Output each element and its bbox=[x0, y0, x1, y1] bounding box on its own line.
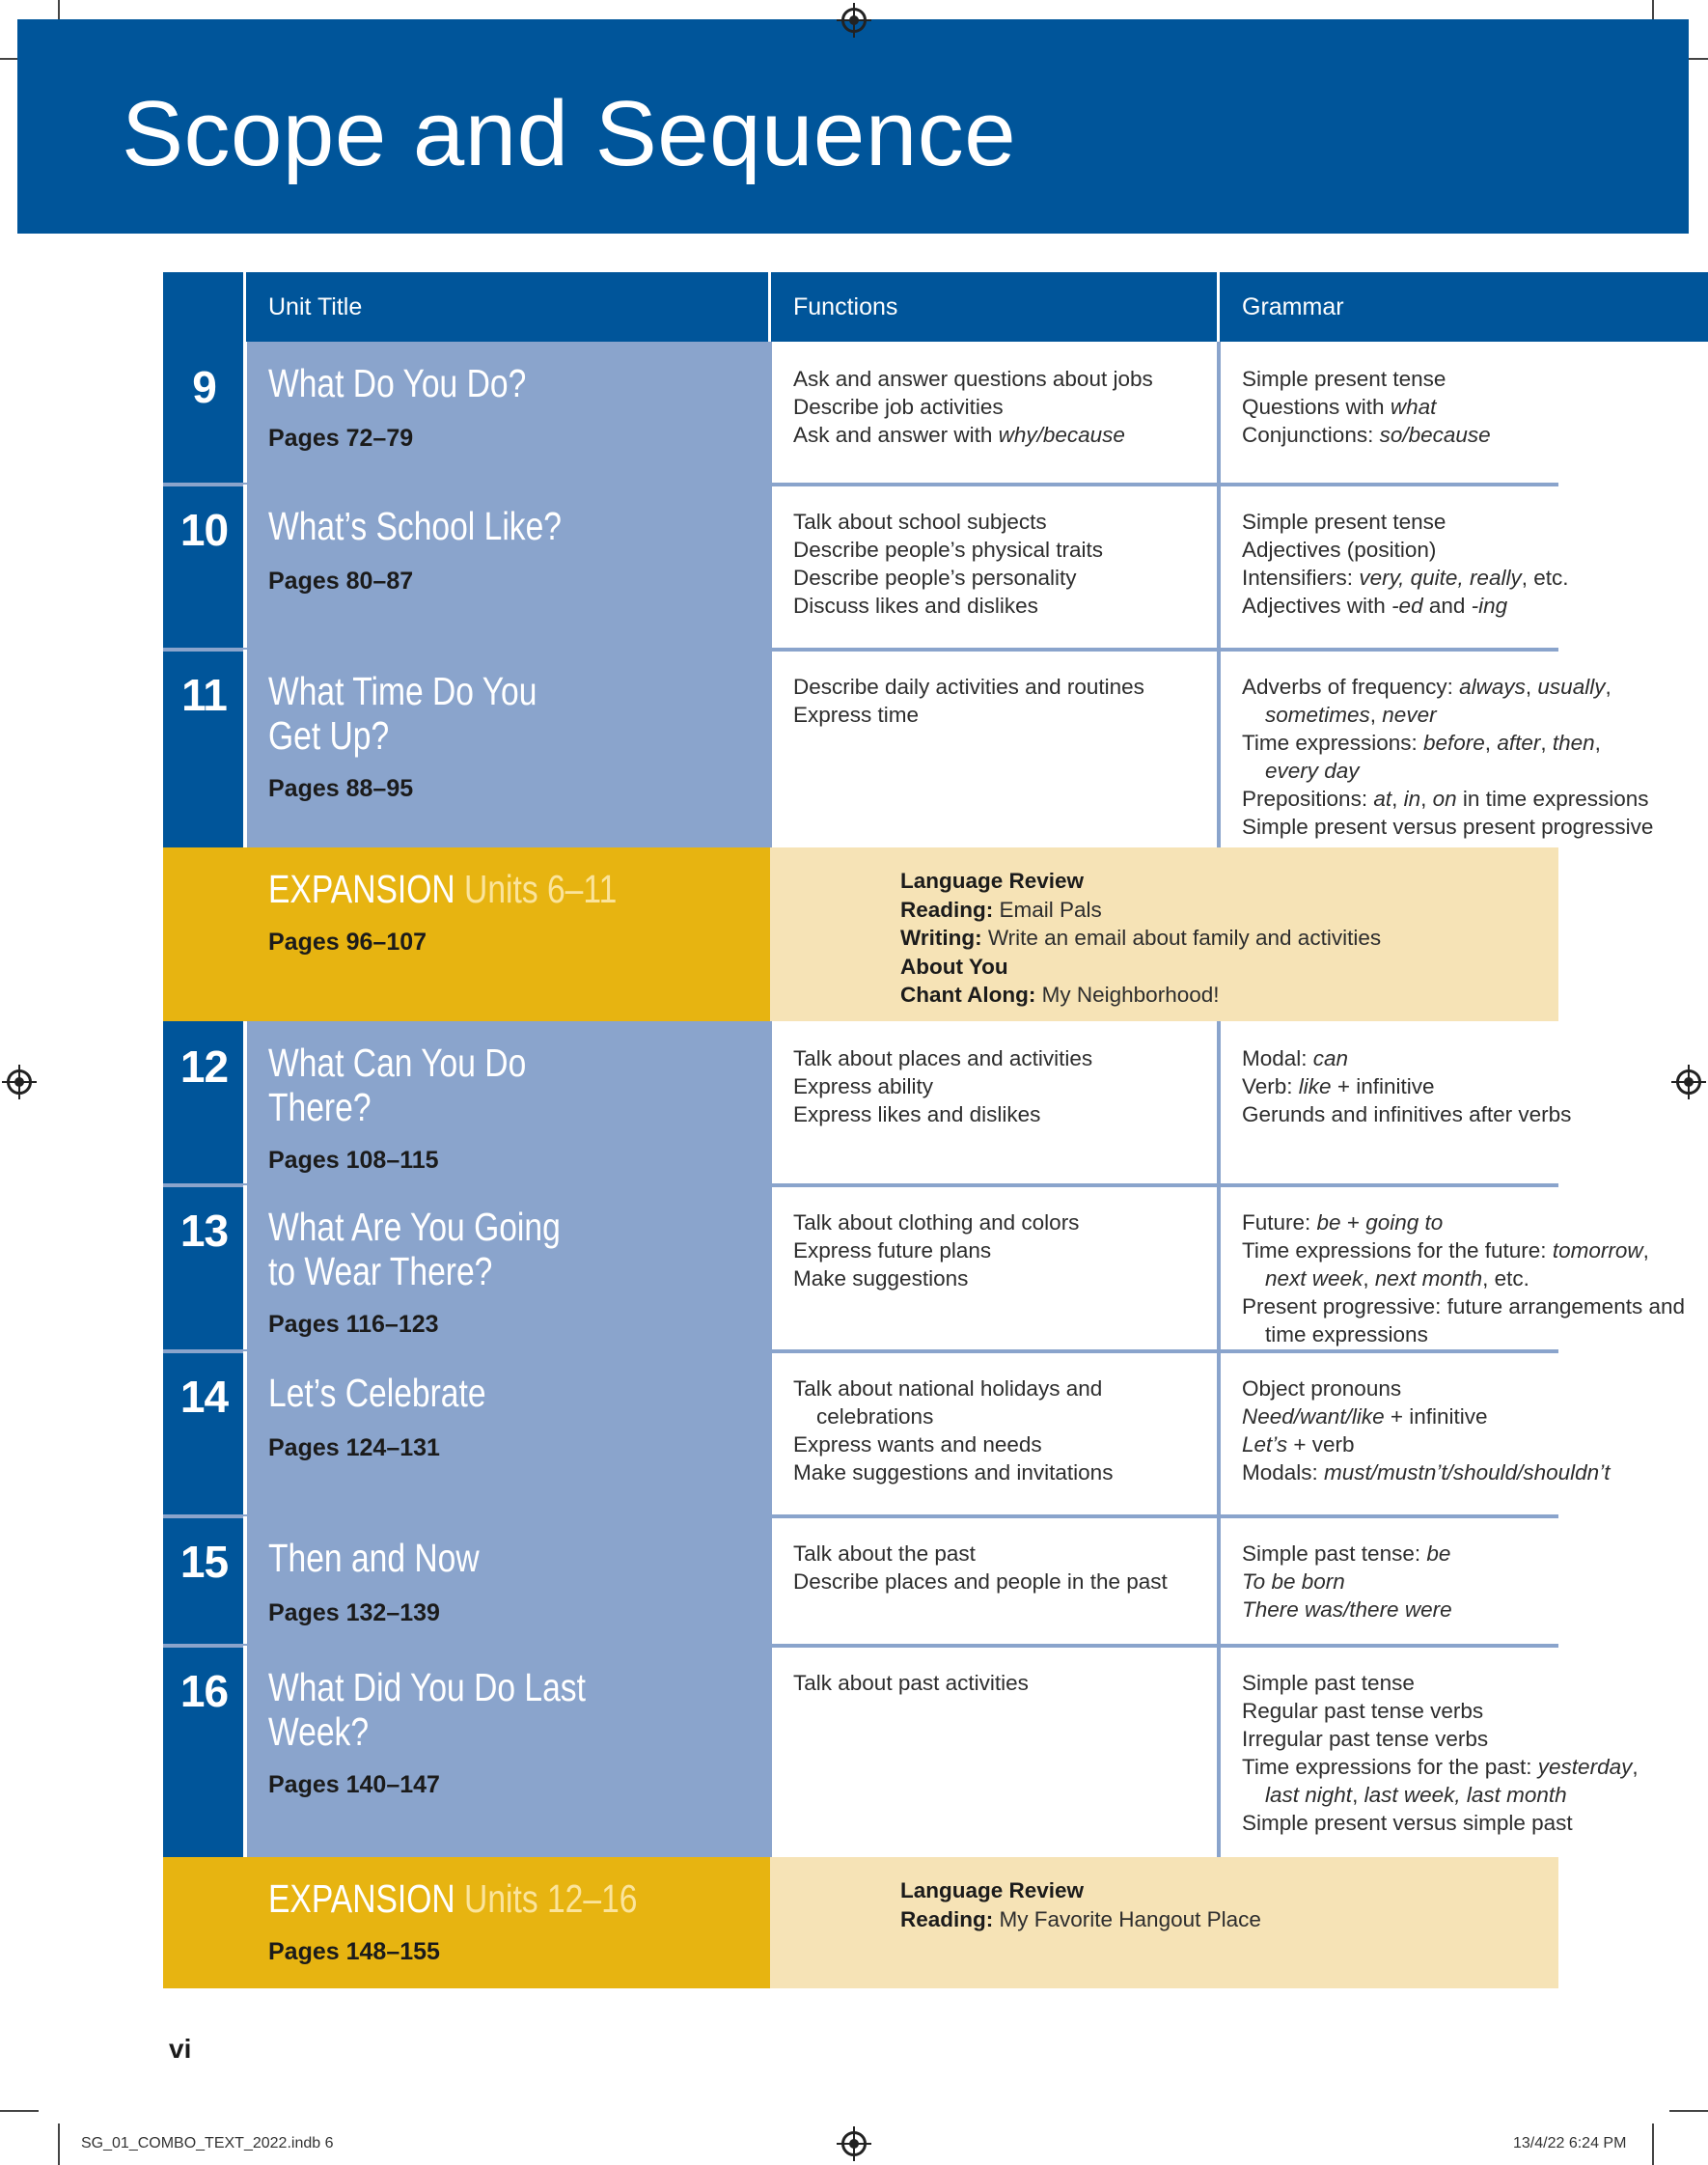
expansion-pages: Pages 148–155 bbox=[268, 1938, 440, 1965]
functions-list: Talk about national holidays and celebrations Express wants and needs Make suggestions and invitations bbox=[793, 1376, 1114, 1485]
table-row bbox=[163, 1021, 1572, 1185]
unit-number: 11 bbox=[181, 670, 227, 720]
table-row bbox=[163, 650, 1654, 847]
grammar-list: Simple past tense Regular past tense verbs Irregular past tense verbs Time expressions for the past: yesterday, last night, last week, last month Simple present versus simple past bbox=[1242, 1671, 1639, 1835]
grammar-list: Object pronouns Need/want/like + infinitive Let’s + verb Modals: must/mustn’t/should/shouldn’t bbox=[1242, 1376, 1611, 1485]
table-row bbox=[163, 1185, 1685, 1351]
expansion-title: EXPANSION Units 12–16 bbox=[268, 1876, 638, 1921]
unit-pages: Pages 140–147 bbox=[268, 1771, 440, 1798]
file-slug: SG_01_COMBO_TEXT_2022.indb 6 bbox=[81, 2135, 334, 2151]
expansion-pages: Pages 96–107 bbox=[268, 929, 427, 956]
registration-mark-icon bbox=[7, 1069, 32, 1095]
unit-pages: Pages 124–131 bbox=[268, 1434, 440, 1461]
functions-list: Talk about clothing and colors Express future plans Make suggestions bbox=[793, 1210, 1080, 1291]
unit-title: What Are You Going to Wear There? bbox=[268, 1205, 561, 1293]
unit-pages: Pages 132–139 bbox=[268, 1599, 440, 1626]
unit-number: 9 bbox=[192, 362, 216, 412]
table-row bbox=[163, 1351, 1611, 1516]
grammar-list: Simple present tense Adjectives (position) Intensifiers: very, quite, really, etc. Adjectives with -ed and -ing bbox=[1242, 510, 1569, 618]
unit-pages: Pages 72–79 bbox=[268, 425, 414, 452]
crop-mark bbox=[58, 2123, 60, 2165]
page-number: vi bbox=[169, 2034, 192, 2064]
expansion-row bbox=[163, 1857, 1558, 1988]
grammar-list: Modal: can Verb: like + infinitive Gerunds and infinitives after verbs bbox=[1242, 1046, 1572, 1126]
expansion-row bbox=[163, 847, 1558, 1021]
functions-list: Ask and answer questions about jobs Describe job activities Ask and answer with why/because bbox=[793, 367, 1153, 447]
functions-list: Talk about places and activities Express ability Express likes and dislikes bbox=[793, 1046, 1093, 1126]
table-row bbox=[163, 1646, 1639, 1857]
header-functions: Functions bbox=[793, 293, 898, 320]
unit-title: What Time Do You Get Up? bbox=[268, 669, 537, 758]
unit-title: What Can You Do There? bbox=[268, 1041, 527, 1129]
unit-title: Then and Now bbox=[268, 1536, 480, 1580]
unit-pages: Pages 108–115 bbox=[268, 1147, 439, 1174]
scope-table bbox=[163, 272, 1685, 1988]
unit-pages: Pages 116–123 bbox=[268, 1311, 439, 1338]
unit-number: 12 bbox=[179, 1041, 229, 1092]
unit-number: 15 bbox=[179, 1537, 229, 1587]
functions-list: Talk about school subjects Describe people’s physical traits Describe people’s personality Discuss likes and dislikes bbox=[793, 510, 1103, 618]
unit-title: What Do You Do? bbox=[268, 361, 527, 405]
grammar-list: Simple past tense: be To be born There was/there were bbox=[1242, 1541, 1452, 1622]
date-slug: 13/4/22 6:24 PM bbox=[1513, 2135, 1627, 2151]
grammar-list: Future: be + going to Time expressions for the future: tomorrow, next week, next month, etc. Present progressive: future arrangements and time expressions bbox=[1242, 1210, 1685, 1346]
table-row bbox=[163, 342, 1558, 485]
header-grammar: Grammar bbox=[1242, 293, 1344, 320]
registration-mark-icon bbox=[841, 2131, 867, 2156]
table-row bbox=[163, 1516, 1558, 1646]
crop-mark bbox=[1652, 2123, 1654, 2165]
unit-title: What Did You Do Last Week? bbox=[268, 1665, 586, 1754]
expansion-list: Language Review Reading: My Favorite Hangout Place bbox=[900, 1878, 1261, 1931]
grammar-list: Simple present tense Questions with what Conjunctions: so/because bbox=[1242, 367, 1491, 447]
functions-list: Talk about past activities bbox=[793, 1671, 1029, 1695]
table-header-row bbox=[163, 272, 1558, 342]
unit-number: 14 bbox=[179, 1372, 229, 1422]
unit-pages: Pages 80–87 bbox=[268, 568, 414, 595]
unit-number: 16 bbox=[179, 1666, 229, 1716]
functions-list: Talk about the past Describe places and people in the past bbox=[793, 1541, 1168, 1594]
unit-pages: Pages 88–95 bbox=[268, 775, 414, 802]
expansion-title: EXPANSION Units 6–11 bbox=[268, 867, 618, 911]
registration-mark-icon bbox=[841, 8, 867, 33]
grammar-list: Adverbs of frequency: always, usually, sometimes, never Time expressions: before, after, then, every day Prepositions: at, in, on in time expressions Simple present versus present progressive bbox=[1242, 675, 1654, 839]
unit-title: Let’s Celebrate bbox=[268, 1371, 486, 1415]
expansion-list: Language Review Reading: Email Pals Writing: Write an email about family and activities About You Chant Along: My Neighborhood! bbox=[900, 869, 1382, 1007]
header-unit-title: Unit Title bbox=[268, 293, 363, 320]
crop-mark bbox=[0, 2110, 39, 2112]
unit-number: 13 bbox=[179, 1206, 229, 1256]
page-title: Scope and Sequence bbox=[122, 82, 1017, 185]
unit-title: What’s School Like? bbox=[268, 504, 563, 548]
registration-mark-icon bbox=[1676, 1069, 1701, 1095]
table-row bbox=[163, 485, 1569, 650]
functions-list: Describe daily activities and routines Express time bbox=[793, 675, 1144, 727]
unit-number: 10 bbox=[179, 505, 229, 555]
crop-mark bbox=[1669, 2110, 1708, 2112]
